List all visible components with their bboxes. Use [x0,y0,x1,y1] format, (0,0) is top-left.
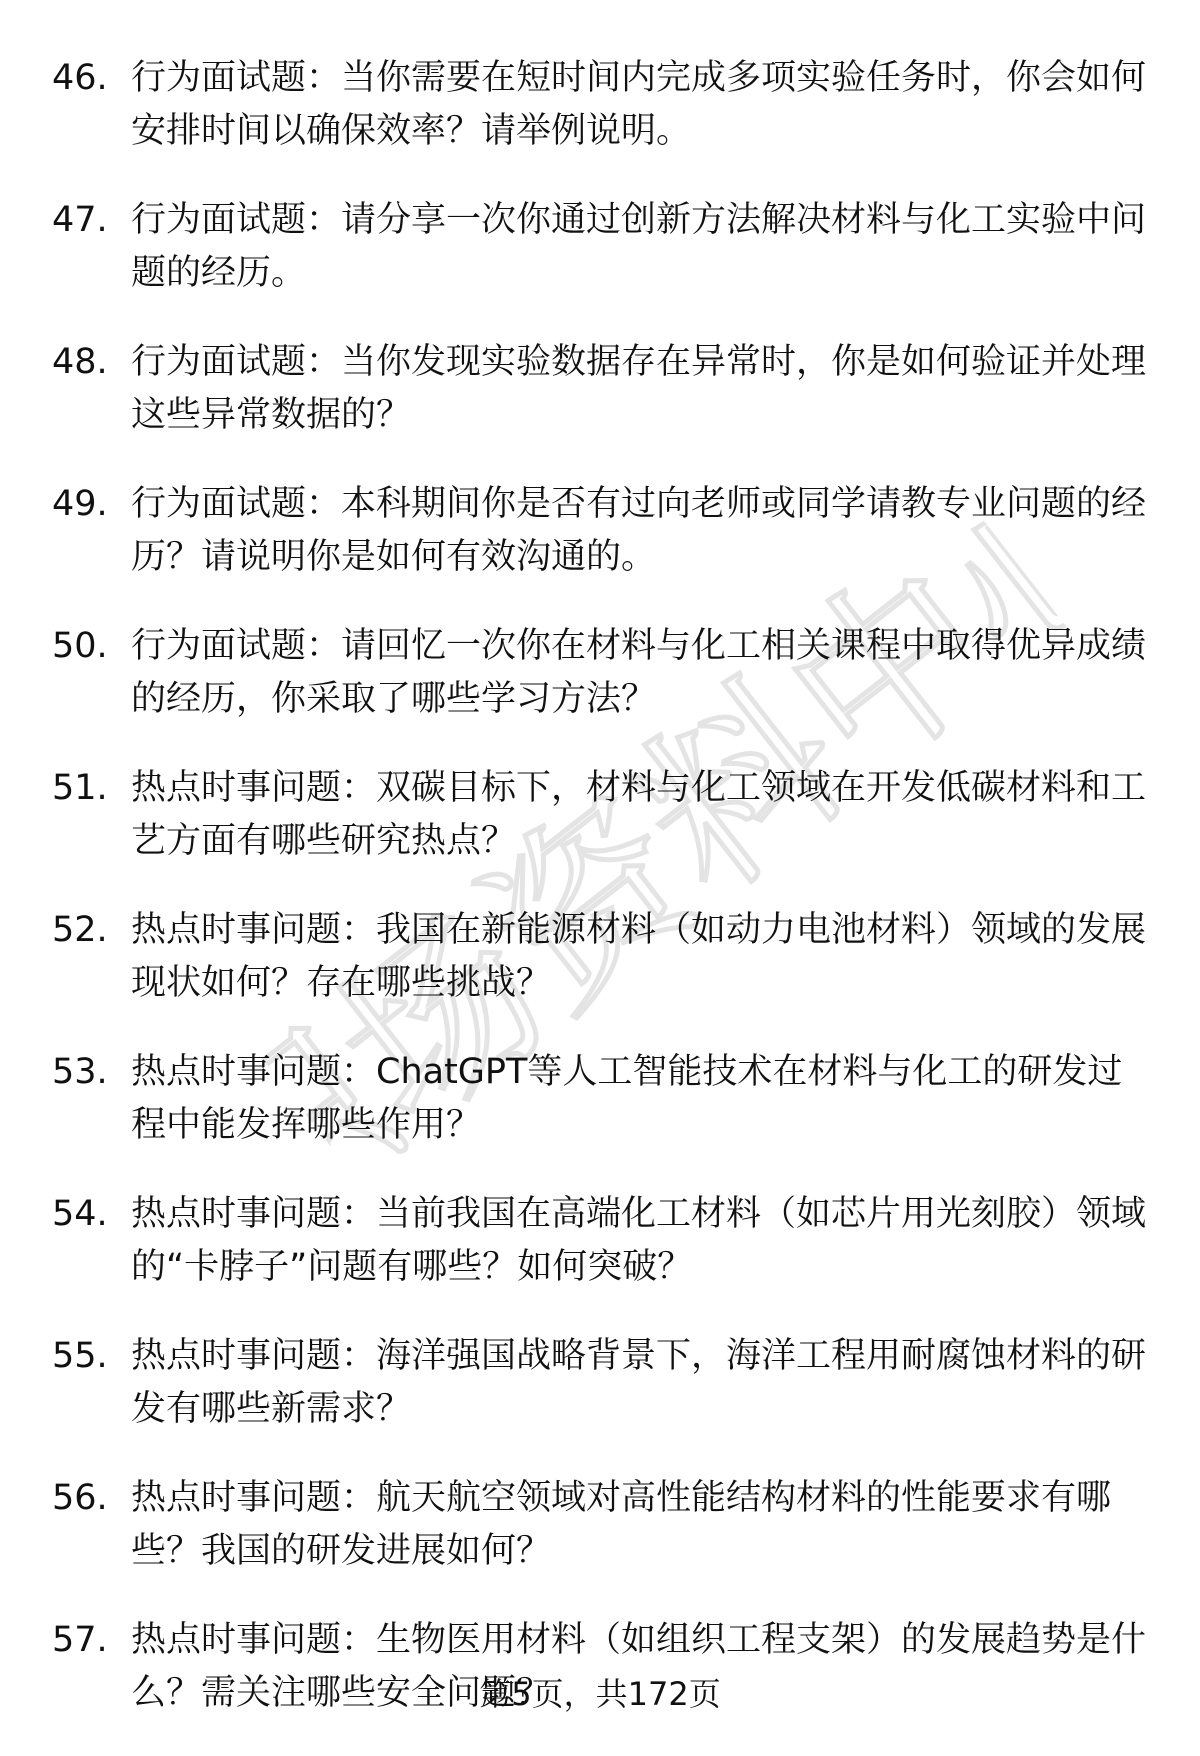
question-text: 行为面试题：请分享一次你通过创新方法解决材料与化工实验中问题的经历。 [131,200,1147,293]
question-item [52,1046,1152,1152]
question-text: 热点时事问题：ChatGPT等人工智能技术在材料与化工的研发过程中能发挥哪些作用？ [131,1052,1123,1145]
question-item [52,1472,1152,1578]
page-footer [0,1672,1200,1716]
question-text: 行为面试题：当你发现实验数据存在异常时，你是如何验证并处理这些异常数据的？ [131,342,1147,435]
question-item [52,1330,1152,1436]
question-text: 热点时事问题：我国在新能源材料（如动力电池材料）领域的发展现状如何？存在哪些挑战？ [131,910,1147,1003]
question-text: 热点时事问题：当前我国在高端化工材料（如芯片用光刻胶）领域的“卡脖子”问题有哪些？如何突破？ [131,1194,1147,1287]
question-item [52,904,1152,1010]
question-number: 47. [52,200,108,240]
question-number: 49. [52,484,108,524]
question-number: 56. [52,1478,108,1518]
question-number: 53. [52,1052,108,1092]
question-text: 行为面试题：当你需要在短时间内完成多项实验任务时，你会如何安排时间以确保效率？请举例说明。 [131,58,1147,151]
question-number: 46. [52,58,108,98]
question-number: 51. [52,768,108,808]
question-item [52,336,1152,442]
question-text: 热点时事问题：航天航空领域对高性能结构材料的性能要求有哪些？我国的研发进展如何？ [131,1478,1112,1571]
question-number: 57. [52,1620,108,1660]
question-text: 热点时事问题：双碳目标下，材料与化工领域在开发低碳材料和工艺方面有哪些研究热点？ [131,768,1147,861]
question-text: 热点时事问题：海洋强国战略背景下，海洋工程用耐腐蚀材料的研发有哪些新需求？ [131,1336,1147,1429]
question-item [52,1188,1152,1294]
question-number: 48. [52,342,108,382]
question-text: 行为面试题：本科期间你是否有过向老师或同学请教专业问题的经历？请说明你是如何有效沟通的。 [131,484,1147,577]
page-number-label: 第5页，共172页 [479,1675,721,1713]
question-number: 54. [52,1194,108,1234]
question-number: 52. [52,910,108,950]
question-list [52,52,1152,1756]
question-item [52,478,1152,584]
question-text: 热点时事问题：生物医用材料（如组织工程支架）的发展趋势是什么？需关注哪些安全问题？ [131,1620,1147,1713]
question-item [52,620,1152,726]
question-text: 行为面试题：请回忆一次你在材料与化工相关课程中取得优异成绩的经历，你采取了哪些学习方法？ [131,626,1147,719]
watermark-text: 职场资料中心 [223,454,1117,1246]
question-item [52,194,1152,300]
question-number: 55. [52,1336,108,1376]
question-item [52,52,1152,158]
question-number: 50. [52,626,108,666]
question-item [52,762,1152,868]
